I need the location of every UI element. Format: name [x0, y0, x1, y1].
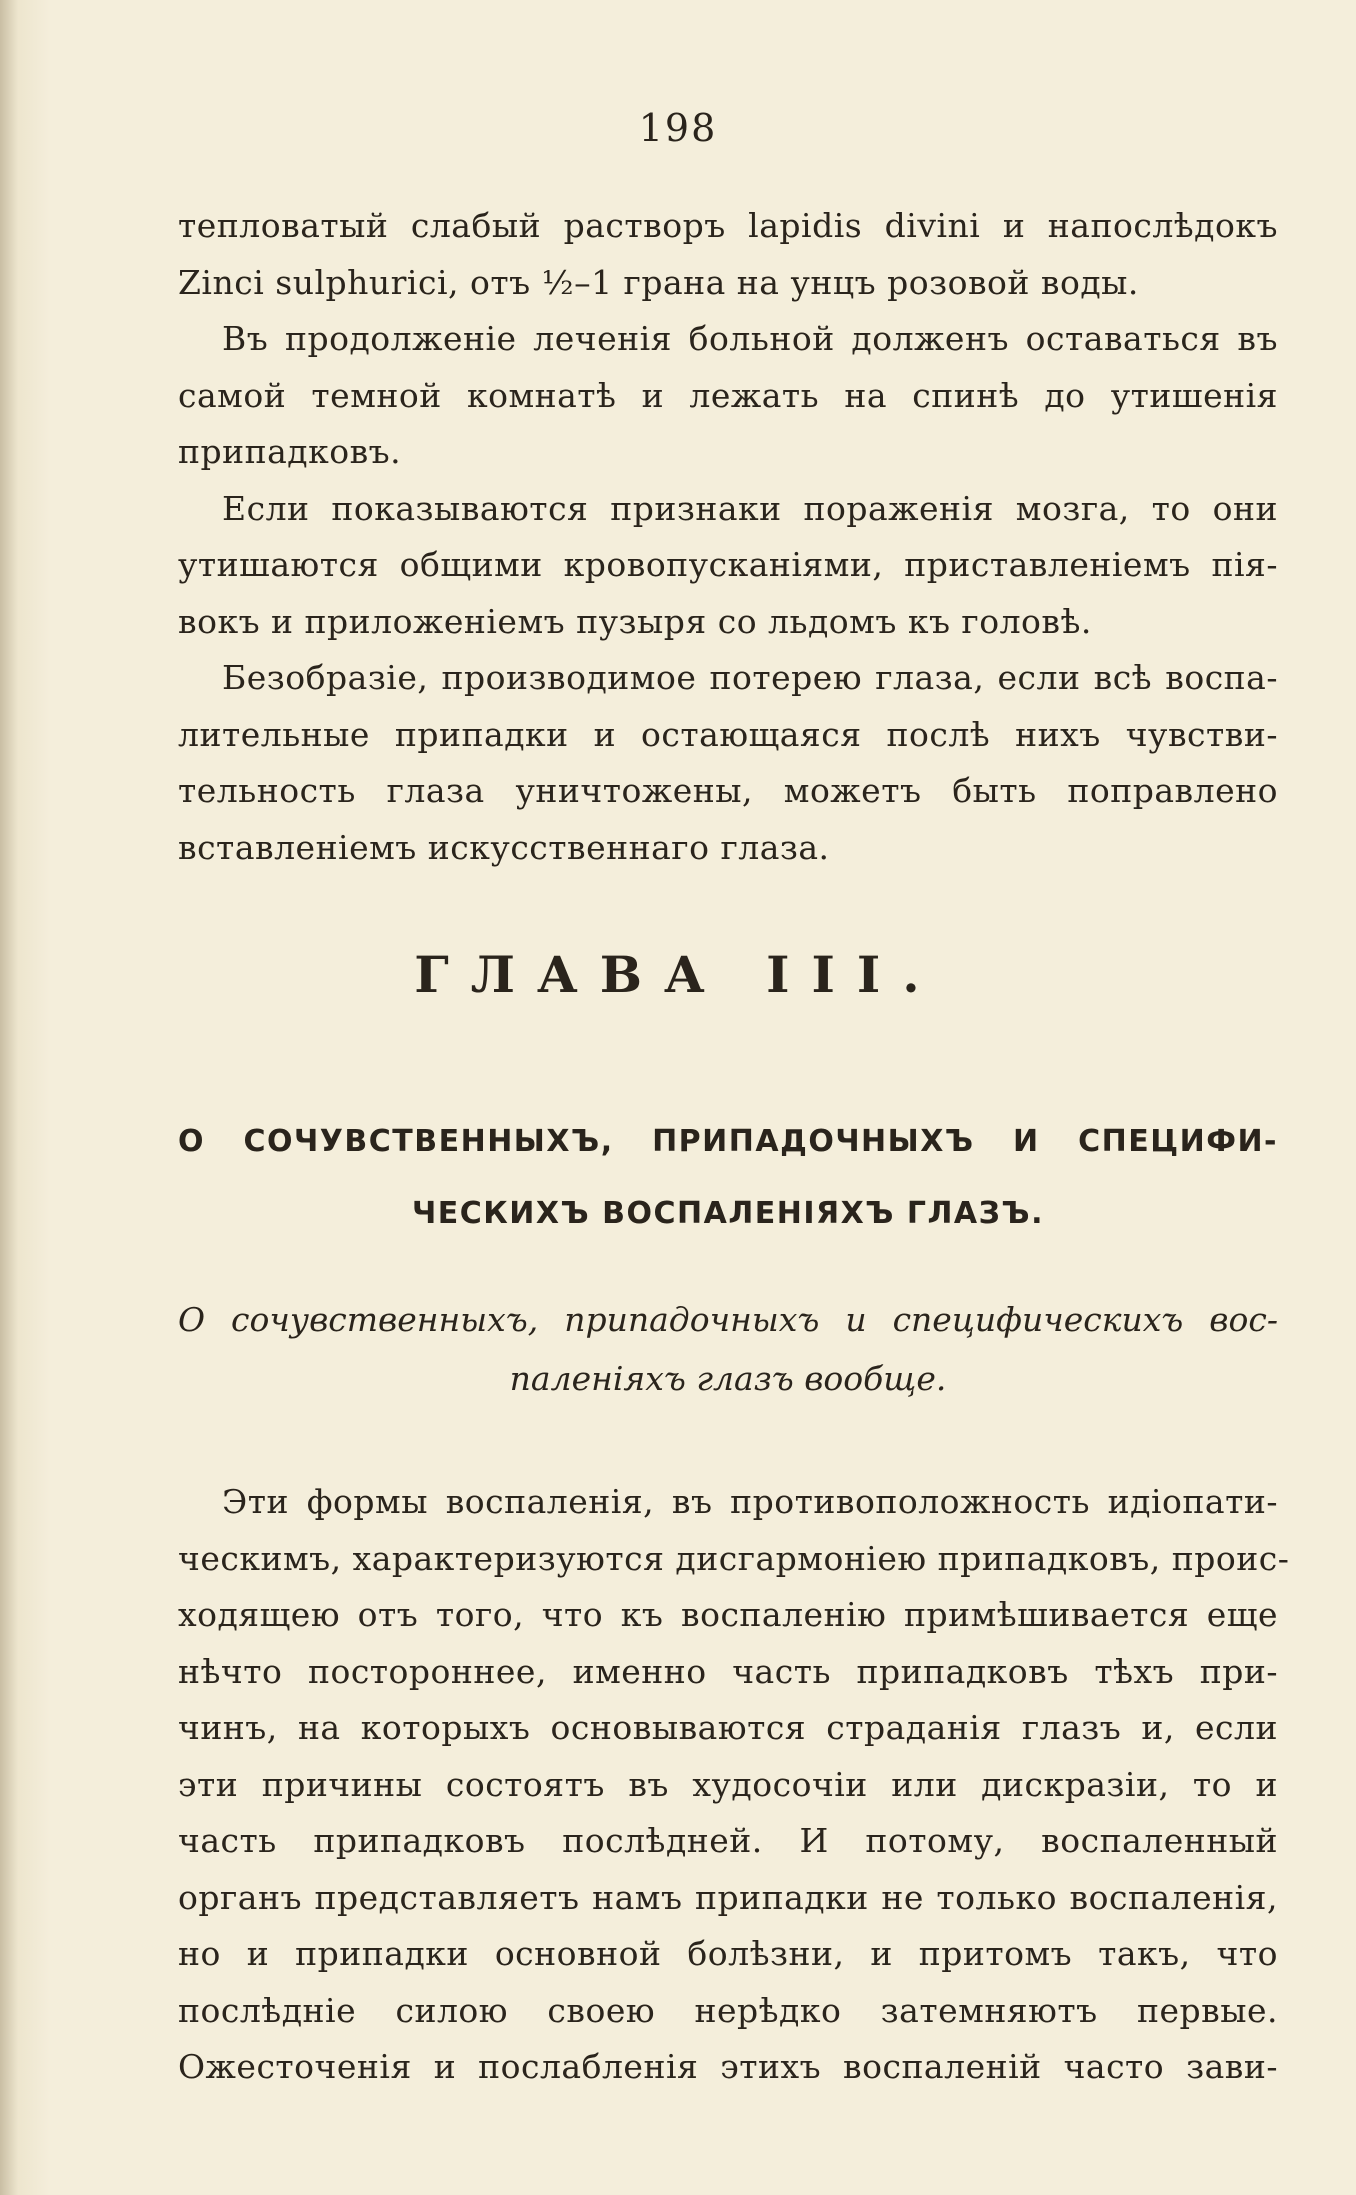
text-line: Эти формы воспаленія, въ противоположность идіопати- [222, 1482, 1278, 1521]
text-line: послѣдніе силою своею нерѣдко затемняютъ первые. [178, 1990, 1278, 2030]
text-line: утишаются общими кровопусканіями, приставленіемъ пія- [178, 545, 1278, 584]
bottom-text-block [178, 1474, 1290, 2096]
subheading [178, 1290, 1278, 1408]
text-line: вокъ и приложеніемъ пузыря со льдомъ къ головѣ. [178, 601, 1092, 641]
text-line: Ожесточенія и послабленія этихъ воспаленій часто зави- [178, 2047, 1278, 2086]
text-line: тельность глаза уничтожены, можетъ быть поправлено [178, 771, 1278, 810]
text-line: самой темной комнатѣ и лежать на спинѣ до утишенія [178, 375, 1278, 415]
text-line: припадковъ. [178, 432, 402, 471]
chapter-title: ГЛАВА III. [414, 945, 942, 1004]
page-number: 198 [638, 106, 718, 150]
text-line: тепловатый слабый растворъ lapidis divini и напослѣдокъ [178, 206, 1278, 245]
text-line: часть припадковъ послѣдней. И потому, воспаленный [178, 1821, 1278, 1860]
text-line: органъ представляетъ намъ припадки не только воспаленія, [178, 1877, 1278, 1917]
text-line: лительные припадки и остающаяся послѣ нихъ чувстви- [178, 714, 1278, 754]
text-line: Zinci sulphurici, отъ ½–1 грана на унцъ розовой воды. [178, 262, 1139, 302]
section-heading [178, 1106, 1278, 1250]
section-heading-line: ЧЕСКИХЪ ВОСПАЛЕНІЯХЪ ГЛАЗЪ. [411, 1196, 1045, 1231]
text-line: но и припадки основной болѣзни, и притомъ такъ, что [178, 1934, 1278, 1973]
text-line: эти причины состоятъ въ худосочіи или дискразіи, то и [178, 1764, 1278, 1804]
text-line: нѣчто постороннее, именно часть припадковъ тѣхъ при- [178, 1651, 1278, 1691]
section-heading-line: О СОЧУВСТВЕННЫХЪ, ПРИПАДОЧНЫХЪ И СПЕЦИФИ- [178, 1124, 1278, 1159]
top-text-block [178, 198, 1278, 876]
text-line: Въ продолженіе леченія больной долженъ оставаться въ [222, 319, 1278, 358]
text-line: ческимъ, характеризуются дисгармоніею припадковъ, проис- [178, 1538, 1290, 1578]
text-line: Безобразіе, производимое потерею глаза, если всѣ воспа- [222, 658, 1278, 697]
subheading-line: паленіяхъ глазъ вообще. [509, 1359, 947, 1398]
text-line: чинъ, на которыхъ основываются страданія глазъ и, если [178, 1708, 1278, 1747]
text-line: ходящею отъ того, что къ воспаленію примѣшивается еще [178, 1595, 1278, 1634]
text-line: вставленіемъ искусственнаго глаза. [178, 827, 830, 867]
text-line: Если показываются признаки пораженія мозга, то они [222, 488, 1278, 528]
subheading-line: О сочувственныхъ, припадочныхъ и специфическихъ вос- [178, 1300, 1278, 1339]
